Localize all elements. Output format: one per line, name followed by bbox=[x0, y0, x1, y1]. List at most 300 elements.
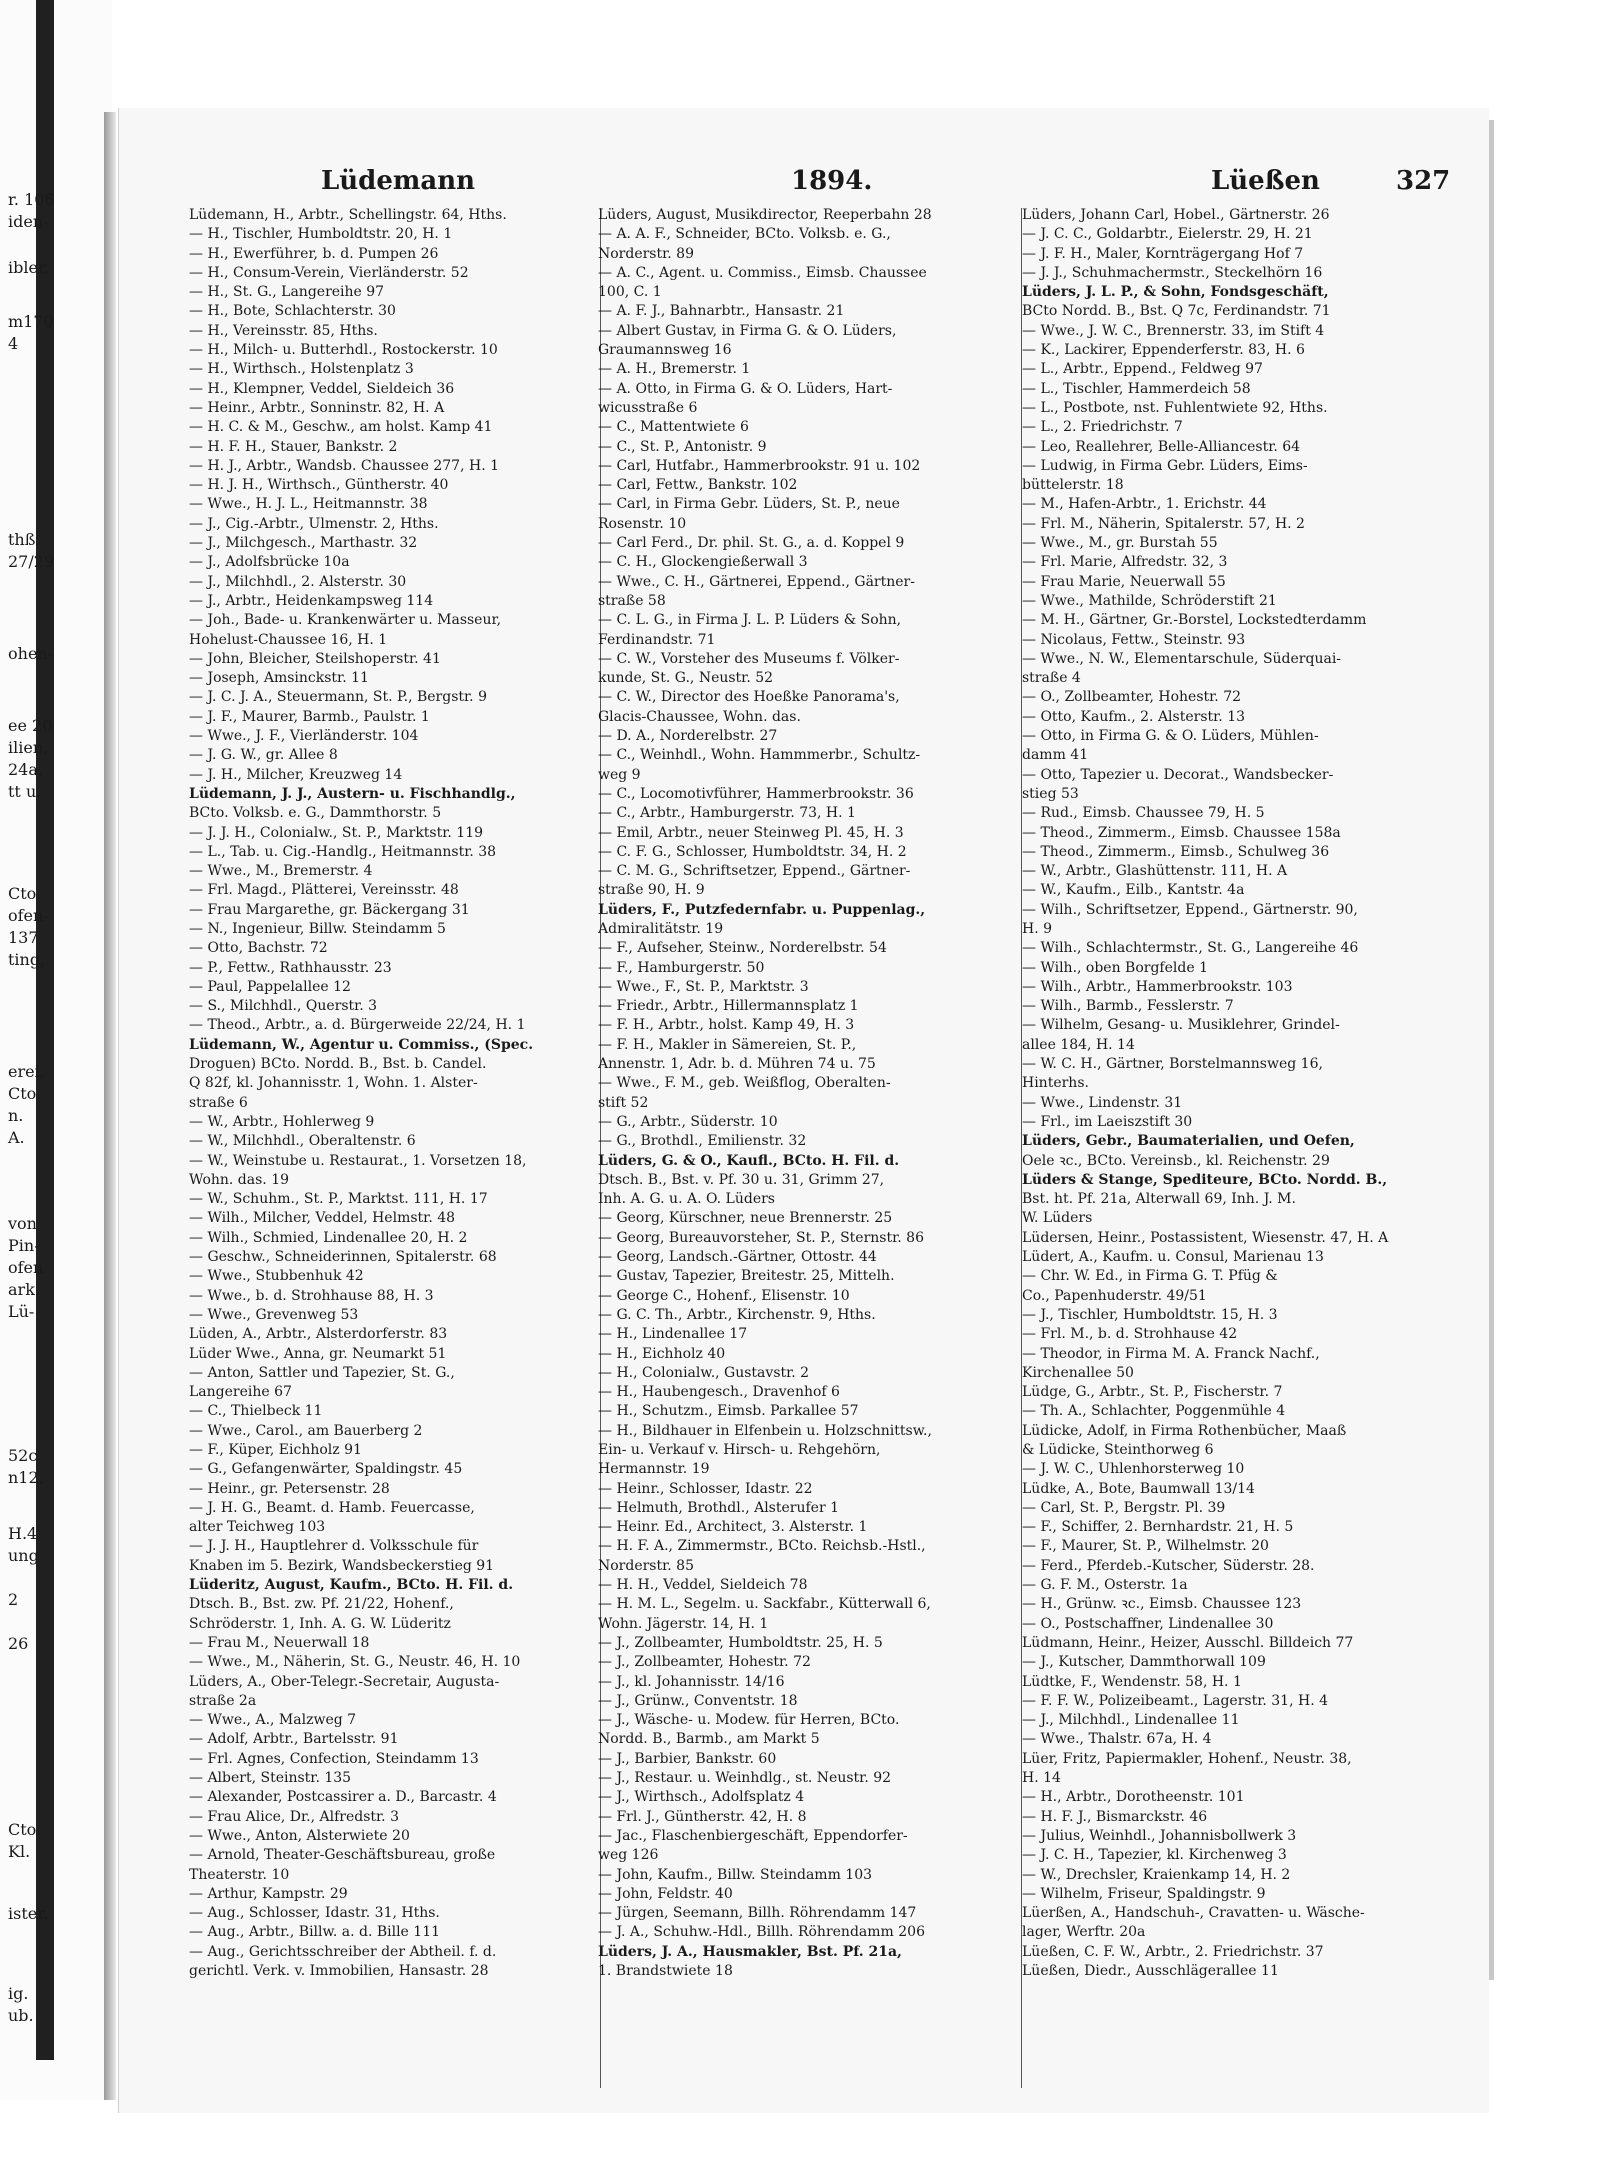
directory-entry: H. 14 bbox=[1022, 1770, 1061, 1787]
margin-fragment: n. bbox=[8, 1106, 24, 1125]
directory-entry: Lüdemann, H., Arbtr., Schellingstr. 64, Hths. bbox=[189, 207, 507, 223]
directory-entry: — Wilh., Arbtr., Hammerbrookstr. 103 bbox=[1022, 978, 1293, 995]
directory-entry: — J. C. H., Tapezier, kl. Kirchenweg 3 bbox=[1022, 1847, 1287, 1864]
directory-entry: büttelerstr. 18 bbox=[1022, 477, 1124, 494]
directory-entry: alter Teichweg 103 bbox=[189, 1519, 326, 1536]
margin-fragment: H.4 bbox=[8, 1524, 38, 1543]
directory-entry: — Wwe., Mathilde, Schröderstift 21 bbox=[1022, 592, 1277, 609]
directory-entry: Hohelust-Chaussee 16, H. 1 bbox=[189, 631, 388, 648]
directory-entry: Schröderstr. 1, Inh. A. G. W. Lüderitz bbox=[189, 1615, 451, 1632]
directory-entry: — Jürgen, Seemann, Billh. Röhrendamm 147 bbox=[598, 1905, 917, 1922]
directory-entry: — Jac., Flaschenbiergeschäft, Eppendorfer- bbox=[598, 1827, 908, 1844]
directory-entry: — Wwe., H. J. L., Heitmannstr. 38 bbox=[189, 496, 428, 513]
directory-entry: — J., Restaur. u. Weinhdlg., st. Neustr. 92 bbox=[598, 1770, 892, 1787]
directory-entry: — W., Kaufm., Eilb., Kantstr. 4a bbox=[1022, 882, 1245, 899]
directory-entry: — C., St. P., Antonistr. 9 bbox=[598, 438, 767, 455]
directory-entry: — L., Tab. u. Cig.-Handlg., Heitmannstr. 38 bbox=[189, 843, 497, 860]
directory-entry: — Joseph, Amsinckstr. 11 bbox=[189, 670, 369, 687]
directory-entry: — Wwe., F., St. P., Marktstr. 3 bbox=[598, 978, 809, 995]
directory-entry: — F., Schiffer, 2. Bernhardstr. 21, H. 5 bbox=[1022, 1519, 1294, 1536]
directory-entry: — J., Cig.-Arbtr., Ulmenstr. 2, Hths. bbox=[189, 515, 439, 532]
directory-entry: — Theod., Arbtr., a. d. Bürgerweide 22/24, H. 1 bbox=[189, 1017, 526, 1034]
margin-fragment: ting, bbox=[8, 950, 46, 969]
directory-entry: — Otto, Kaufm., 2. Alsterstr. 13 bbox=[1022, 708, 1246, 725]
margin-fragment: tt u. bbox=[8, 782, 42, 801]
directory-entry: Norderstr. 85 bbox=[598, 1557, 694, 1574]
directory-entry: — P., Fettw., Rathhausstr. 23 bbox=[189, 959, 392, 976]
page-number: 327 bbox=[1396, 166, 1451, 196]
directory-entry: — Frl. Agnes, Confection, Steindamm 13 bbox=[189, 1750, 479, 1767]
directory-entry: Rosenstr. 10 bbox=[598, 515, 687, 532]
directory-entry: — A. H., Bremerstr. 1 bbox=[598, 361, 751, 378]
directory-entry: — H., Vereinsstr. 85, Hths. bbox=[189, 322, 378, 339]
directory-entry: — F., Küper, Eichholz 91 bbox=[189, 1442, 362, 1458]
directory-entry: — Heinr., Arbtr., Sonninstr. 82, H. A bbox=[189, 399, 445, 416]
directory-entry: Lüder Wwe., Anna, gr. Neumarkt 51 bbox=[189, 1345, 447, 1362]
directory-entry: — J., Grünw., Conventstr. 18 bbox=[598, 1692, 798, 1709]
directory-entry: — J., Kutscher, Dammthorwall 109 bbox=[1022, 1654, 1266, 1671]
margin-fragment: ohen- bbox=[8, 644, 54, 663]
directory-entry: — J. W. C., Uhlenhorsterweg 10 bbox=[1022, 1461, 1245, 1478]
directory-entry: Droguen) BCto. Nordd. B., Bst. b. Candel. bbox=[189, 1056, 487, 1073]
directory-entry: — W., Arbtr., Hohlerweg 9 bbox=[189, 1113, 375, 1130]
directory-entry: — J. A., Schuhw.-Hdl., Billh. Röhrendamm 206 bbox=[598, 1924, 925, 1941]
directory-entry: Lüdemann, W., Agentur u. Commiss., (Spec. bbox=[189, 1036, 534, 1053]
directory-entry: — Geschw., Schneiderinnen, Spitalerstr. 68 bbox=[189, 1249, 497, 1266]
directory-entry: — H. J., Arbtr., Wandsb. Chaussee 277, H. 1 bbox=[189, 457, 499, 474]
directory-entry: Lüders, J. A., Hausmakler, Bst. Pf. 21a, bbox=[598, 1943, 902, 1960]
directory-entry: — Carl Ferd., Dr. phil. St. G., a. d. Koppel 9 bbox=[598, 535, 905, 552]
directory-entry: Dtsch. B., Bst. v. Pf. 30 u. 31, Grimm 27, bbox=[598, 1171, 885, 1188]
directory-entry: — F. H., Makler in Sämereien, St. P., bbox=[598, 1036, 857, 1053]
directory-entry: BCto Nordd. B., Bst. Q 7c, Ferdinandstr. 71 bbox=[1022, 303, 1331, 320]
directory-entry: — H. F. J., Bismarckstr. 46 bbox=[1022, 1808, 1208, 1825]
directory-entry: gerichtl. Verk. v. Immobilien, Hansastr. 28 bbox=[189, 1963, 489, 1980]
directory-entry: Graumannsweg 16 bbox=[598, 342, 732, 359]
directory-entry: — Aug., Arbtr., Billw. a. d. Bille 111 bbox=[189, 1924, 441, 1941]
directory-entry: Lüdmann, Heinr., Heizer, Ausschl. Billdeich 77 bbox=[1022, 1634, 1354, 1651]
directory-entry: — F. H., Arbtr., holst. Kamp 49, H. 3 bbox=[598, 1017, 855, 1034]
directory-entry: Lüders, F., Putzfedernfabr. u. Puppenlag., bbox=[598, 901, 926, 918]
directory-entry: — Wilh., Barmb., Fesslerstr. 7 bbox=[1022, 998, 1234, 1015]
header-left-keyword: Lüdemann bbox=[321, 166, 476, 196]
directory-entry: — L., Postbote, nst. Fuhlentwiete 92, Hths. bbox=[1022, 399, 1328, 416]
directory-entry: — W. C. H., Gärtner, Borstelmannsweg 16, bbox=[1022, 1056, 1323, 1073]
directory-entry: — Albert Gustav, in Firma G. & O. Lüders, bbox=[598, 322, 897, 339]
header-right-keyword: Lüeßen bbox=[1211, 166, 1320, 196]
directory-entry: 1. Brandstwiete 18 bbox=[598, 1963, 733, 1980]
directory-entry: Lüdemann, J. J., Austern- u. Fischhandlg., bbox=[189, 785, 516, 802]
directory-entry: — Wwe., Thalstr. 67a, H. 4 bbox=[1022, 1731, 1212, 1748]
directory-entry: — Wwe., Stubbenhuk 42 bbox=[189, 1268, 364, 1285]
directory-entry: — J. J., Schuhmachermstr., Steckelhörn 16 bbox=[1022, 264, 1323, 281]
directory-entry: — Georg, Landsch.-Gärtner, Ottostr. 44 bbox=[598, 1249, 877, 1266]
directory-entry: — Wwe., C. H., Gärtnerei, Eppend., Gärtner- bbox=[598, 573, 915, 590]
margin-fragment: m170 bbox=[8, 312, 54, 331]
directory-entry: — Carl, in Firma Gebr. Lüders, St. P., neue bbox=[598, 496, 900, 513]
directory-entry: — H., Tischler, Humboldtstr. 20, H. 1 bbox=[189, 226, 453, 243]
directory-entry: Hinterhs. bbox=[1022, 1075, 1089, 1092]
directory-entry: Lüden, A., Arbtr., Alsterdorferstr. 83 bbox=[189, 1326, 448, 1343]
directory-entry: BCto. Volksb. e. G., Dammthorstr. 5 bbox=[189, 805, 442, 822]
directory-entry: — Frl. Marie, Alfredstr. 32, 3 bbox=[1022, 554, 1228, 571]
directory-entry: — J. J. H., Colonialw., St. P., Marktstr. 119 bbox=[189, 824, 484, 841]
directory-entry: — John, Kaufm., Billw. Steindamm 103 bbox=[598, 1866, 873, 1883]
margin-fragment: von bbox=[8, 1214, 37, 1233]
directory-entry: — C. L. G., in Firma J. L. P. Lüders & Sohn, bbox=[598, 612, 902, 629]
directory-entry: — M., Hafen-Arbtr., 1. Erichstr. 44 bbox=[1022, 496, 1267, 513]
margin-fragment: Cto. bbox=[8, 884, 42, 903]
directory-entry: — J. H. G., Beamt. d. Hamb. Feuercasse, bbox=[189, 1499, 475, 1516]
directory-entry: — Wilhelm, Gesang- u. Musiklehrer, Grindel- bbox=[1022, 1017, 1340, 1034]
directory-entry: — Heinr. Ed., Architect, 3. Alsterstr. 1 bbox=[598, 1519, 868, 1536]
directory-entry: — J., Wirthsch., Adolfsplatz 4 bbox=[598, 1789, 805, 1806]
directory-entry: Knaben im 5. Bezirk, Wandsbeckerstieg 91 bbox=[189, 1557, 495, 1574]
directory-entry: Q 82f, kl. Johannisstr. 1, Wohn. 1. Alster- bbox=[189, 1075, 478, 1092]
directory-entry: W. Lüders bbox=[1022, 1210, 1093, 1227]
margin-fragment: 4 bbox=[8, 334, 19, 353]
directory-entry: — S., Milchhdl., Querstr. 3 bbox=[189, 998, 378, 1015]
directory-entry: — Gustav, Tapezier, Breitestr. 25, Mittelh. bbox=[598, 1268, 895, 1285]
directory-entry: — Frau Alice, Dr., Alfredstr. 3 bbox=[189, 1808, 399, 1825]
directory-entry: Lüer, Fritz, Papiermakler, Hohenf., Neustr. 38, bbox=[1022, 1750, 1352, 1767]
directory-entry: Lüders, Johann Carl, Hobel., Gärtnerstr. 26 bbox=[1022, 207, 1330, 223]
directory-entry: weg 9 bbox=[598, 766, 641, 783]
margin-fragment: 137 bbox=[8, 928, 39, 947]
directory-entry: Glacis-Chaussee, Wohn. das. bbox=[598, 708, 801, 725]
directory-entry: — Friedr., Arbtr., Hillermannsplatz 1 bbox=[598, 998, 859, 1015]
directory-entry: — Theodor, in Firma M. A. Franck Nachf., bbox=[1022, 1345, 1320, 1362]
directory-entry: — J. C. J. A., Steuermann, St. P., Bergstr. 9 bbox=[189, 689, 487, 706]
directory-entry: — J. C. C., Goldarbtr., Eielerstr. 29, H. 21 bbox=[1022, 226, 1313, 243]
margin-fragment: ee 20 bbox=[8, 716, 53, 735]
margin-fragment: iden- bbox=[8, 212, 49, 231]
book-spine bbox=[36, 0, 54, 2060]
directory-entry: — Georg, Bureauvorsteher, St. P., Sternstr. 86 bbox=[598, 1229, 924, 1246]
directory-entry: — Theod., Zimmerm., Eimsb. Chaussee 158a bbox=[1022, 824, 1341, 841]
directory-entry: — J., Milchhdl., Lindenallee 11 bbox=[1022, 1712, 1240, 1729]
directory-entry: — H., Colonialw., Gustavstr. 2 bbox=[598, 1364, 810, 1381]
directory-entry: — Wwe., Anton, Alsterwiete 20 bbox=[189, 1827, 410, 1844]
directory-entry: — C. M. G., Schriftsetzer, Eppend., Gärtner- bbox=[598, 863, 911, 880]
directory-entry: damm 41 bbox=[1022, 747, 1089, 764]
directory-entry: — J. H., Milcher, Kreuzweg 14 bbox=[189, 766, 403, 783]
directory-entry: allee 184, H. 14 bbox=[1022, 1036, 1135, 1053]
directory-entry: Ferdinandstr. 71 bbox=[598, 631, 716, 648]
directory-entry: — Wilhelm, Friseur, Spaldingstr. 9 bbox=[1022, 1885, 1266, 1902]
directory-entry: Theaterstr. 10 bbox=[189, 1866, 290, 1883]
margin-fragment: ofen bbox=[8, 1258, 44, 1277]
directory-entry: — Wilh., Schmied, Lindenallee 20, H. 2 bbox=[189, 1229, 468, 1246]
directory-entry: — G. F. M., Osterstr. 1a bbox=[1022, 1577, 1188, 1594]
directory-entry: Kirchenallee 50 bbox=[1022, 1364, 1134, 1381]
directory-entry: Lüerßen, A., Handschuh-, Cravatten- u. Wäsche- bbox=[1022, 1905, 1365, 1922]
margin-fragment: Kl. bbox=[8, 1842, 31, 1861]
directory-entry: lager, Werftr. 20a bbox=[1022, 1924, 1146, 1941]
directory-entry: — W., Arbtr., Glashüttenstr. 111, H. A bbox=[1022, 863, 1288, 880]
directory-entry: — J., Milchgesch., Marthastr. 32 bbox=[189, 535, 418, 552]
directory-entry: — Chr. W. Ed., in Firma G. T. Pfüg & bbox=[1022, 1268, 1278, 1285]
directory-entry: — Ludwig, in Firma Gebr. Lüders, Eims- bbox=[1022, 457, 1308, 474]
directory-entry: — J., Milchhdl., 2. Alsterstr. 30 bbox=[189, 573, 407, 590]
directory-entry: — John, Feldstr. 40 bbox=[598, 1885, 733, 1902]
directory-entry: — F. F. W., Polizeibeamt., Lagerstr. 31, H. 4 bbox=[1022, 1692, 1329, 1709]
directory-entry: Lüeßen, C. F. W., Arbtr., 2. Friedrichstr. 37 bbox=[1022, 1943, 1324, 1960]
directory-entry: — Theod., Zimmerm., Eimsb., Schulweg 36 bbox=[1022, 843, 1330, 860]
margin-fragment: erei, bbox=[8, 1062, 45, 1081]
directory-entry: straße 2a bbox=[189, 1692, 257, 1709]
directory-entry: — Wwe., Grevenweg 53 bbox=[189, 1306, 359, 1323]
directory-entry: Oele ꝛc., BCto. Vereinsb., kl. Reichenstr. 29 bbox=[1022, 1152, 1330, 1169]
directory-entry: — N., Ingenieur, Billw. Steindamm 5 bbox=[189, 920, 446, 937]
directory-entry: — G. C. Th., Arbtr., Kirchenstr. 9, Hths. bbox=[598, 1306, 876, 1323]
directory-entry: — Th. A., Schlachter, Poggenmühle 4 bbox=[1022, 1403, 1286, 1420]
directory-entry: Wohn. Jägerstr. 14, H. 1 bbox=[598, 1615, 769, 1632]
directory-entry: — H., Bote, Schlachterstr. 30 bbox=[189, 303, 396, 320]
directory-entry: straße 4 bbox=[1022, 670, 1081, 687]
directory-entry: — Carl, Hutfabr., Hammerbrookstr. 91 u. 102 bbox=[598, 457, 921, 474]
directory-entry: Ein- u. Verkauf v. Hirsch- u. Rehgehörn, bbox=[598, 1442, 881, 1458]
directory-entry: — H. F. H., Stauer, Bankstr. 2 bbox=[189, 438, 398, 455]
directory-entry: — J., Wäsche- u. Modew. für Herren, BCto. bbox=[598, 1712, 900, 1729]
directory-entry: — C., Mattentwiete 6 bbox=[598, 419, 749, 436]
margin-fragment: Cto. bbox=[8, 1084, 42, 1103]
directory-entry: — H., Milch- u. Butterhdl., Rostockerstr. 10 bbox=[189, 342, 498, 359]
directory-entry: — Leo, Reallehrer, Belle-Alliancestr. 64 bbox=[1022, 438, 1301, 455]
directory-entry: — W., Schuhm., St. P., Marktst. 111, H. 17 bbox=[189, 1191, 488, 1208]
margin-fragment: 52c bbox=[8, 1446, 38, 1465]
page-header bbox=[171, 166, 1461, 202]
margin-fragment: 2 bbox=[8, 1590, 19, 1609]
directory-entry: — H., Grünw. ꝛc., Eimsb. Chaussee 123 bbox=[1022, 1596, 1302, 1613]
directory-page bbox=[118, 108, 1489, 2113]
directory-entry: Annenstr. 1, Adr. b. d. Mühren 74 u. 75 bbox=[598, 1056, 876, 1073]
directory-entry: — A. Otto, in Firma G. & O. Lüders, Hart- bbox=[598, 380, 893, 397]
directory-entry: — J. F., Maurer, Barmb., Paulstr. 1 bbox=[189, 708, 430, 725]
directory-entry: Lüders & Stange, Spediteure, BCto. Nordd. B., bbox=[1022, 1171, 1388, 1188]
directory-entry: — Aug., Schlosser, Idastr. 31, Hths. bbox=[189, 1905, 440, 1922]
directory-entry: — Rud., Eimsb. Chaussee 79, H. 5 bbox=[1022, 805, 1265, 822]
directory-entry: Bst. ht. Pf. 21a, Alterwall 69, Inh. J. M. bbox=[1022, 1191, 1296, 1208]
directory-entry: — Frl., im Laeiszstift 30 bbox=[1022, 1113, 1193, 1130]
directory-entry: Lüdert, A., Kaufm. u. Consul, Marienau 13 bbox=[1022, 1249, 1324, 1266]
directory-entry: — Nicolaus, Fettw., Steinstr. 93 bbox=[1022, 631, 1246, 648]
directory-entry: Co., Papenhuderstr. 49/51 bbox=[1022, 1287, 1207, 1304]
directory-entry: — J. J. H., Hauptlehrer d. Volksschule für bbox=[189, 1538, 479, 1555]
directory-entry: Lüdersen, Heinr., Postassistent, Wiesenstr. 47, H. A bbox=[1022, 1229, 1389, 1246]
directory-entry: — Wwe., N. W., Elementarschule, Süderquai- bbox=[1022, 650, 1342, 667]
directory-entry: H. 9 bbox=[1022, 920, 1053, 937]
directory-entry: — Wwe., J. F., Vierländerstr. 104 bbox=[189, 728, 419, 745]
directory-entry: Wohn. das. 19 bbox=[189, 1171, 290, 1188]
directory-entry: — Joh., Bade- u. Krankenwärter u. Masseur, bbox=[189, 612, 502, 629]
directory-entry: — Wwe., A., Malzweg 7 bbox=[189, 1712, 357, 1729]
margin-fragment: Cto. bbox=[8, 1820, 42, 1839]
directory-entry: 100, C. 1 bbox=[598, 284, 662, 301]
directory-entry: — Wwe., b. d. Strohhause 88, H. 3 bbox=[189, 1287, 434, 1304]
directory-entry: — O., Zollbeamter, Hohestr. 72 bbox=[1022, 689, 1242, 706]
directory-entry: — H., Consum-Verein, Vierländerstr. 52 bbox=[189, 264, 469, 281]
directory-entry: — A. F. J., Bahnarbtr., Hansastr. 21 bbox=[598, 303, 845, 320]
directory-entry: — Carl, St. P., Bergstr. Pl. 39 bbox=[1022, 1499, 1226, 1516]
directory-entry: — G., Brothdl., Emilienstr. 32 bbox=[598, 1133, 807, 1150]
margin-fragment: ark bbox=[8, 1280, 35, 1299]
directory-entry: — L., 2. Friedrichstr. 7 bbox=[1022, 419, 1183, 436]
directory-entry: — H., Bildhauer in Elfenbein u. Holzschnittsw., bbox=[598, 1422, 932, 1439]
directory-entry: — H., Lindenallee 17 bbox=[598, 1326, 748, 1343]
directory-entry: — G., Arbtr., Süderstr. 10 bbox=[598, 1113, 778, 1130]
book-gutter bbox=[104, 112, 116, 2100]
directory-entry: Lüdicke, Adolf, in Firma Rothenbücher, Maaß bbox=[1022, 1422, 1347, 1439]
directory-entry: — Aug., Gerichtsschreiber der Abtheil. f. d. bbox=[189, 1943, 497, 1960]
directory-entry: — H. M. L., Segelm. u. Sackfabr., Kütterwall 6, bbox=[598, 1596, 931, 1613]
directory-entry: — John, Bleicher, Steilshoperstr. 41 bbox=[189, 650, 441, 667]
directory-entry: — C. H., Glockengießerwall 3 bbox=[598, 554, 808, 571]
directory-entry: — Wilh., oben Borgfelde 1 bbox=[1022, 959, 1208, 976]
directory-entry: — H., Schutzm., Eimsb. Parkallee 57 bbox=[598, 1403, 859, 1420]
margin-fragment: 26 bbox=[8, 1634, 29, 1653]
directory-entry: — Otto, Bachstr. 72 bbox=[189, 940, 328, 957]
margin-fragment: thß. bbox=[8, 530, 41, 549]
margin-fragment: ilien, bbox=[8, 738, 49, 757]
directory-entry: Nordd. B., Barmb., am Markt 5 bbox=[598, 1731, 820, 1748]
directory-entry: — H., Arbtr., Dorotheenstr. 101 bbox=[1022, 1789, 1245, 1806]
directory-entry: — H., Wirthsch., Holstenplatz 3 bbox=[189, 361, 414, 378]
directory-entry: — J., Barbier, Bankstr. 60 bbox=[598, 1750, 777, 1767]
directory-entry: — Wwe., Lindenstr. 31 bbox=[1022, 1094, 1183, 1111]
column-2 bbox=[598, 206, 1016, 2086]
directory-entry: wicusstraße 6 bbox=[598, 399, 698, 416]
directory-entry: Admiralitätstr. 19 bbox=[598, 920, 724, 937]
directory-entry: — Carl, Fettw., Bankstr. 102 bbox=[598, 477, 798, 494]
directory-entry: Langereihe 67 bbox=[189, 1384, 292, 1401]
directory-entry: — W., Milchhdl., Oberaltenstr. 6 bbox=[189, 1133, 416, 1150]
directory-entry: kunde, St. G., Neustr. 52 bbox=[598, 670, 774, 687]
directory-entry: — H., St. G., Langereihe 97 bbox=[189, 284, 385, 301]
directory-entry: — Heinr., Schlosser, Idastr. 22 bbox=[598, 1480, 813, 1497]
directory-entry: — M. H., Gärtner, Gr.-Borstel, Lockstedterdamm bbox=[1022, 612, 1367, 629]
directory-entry: — Arnold, Theater-Geschäftsbureau, große bbox=[189, 1847, 496, 1864]
directory-entry: — J., Adolfsbrücke 10a bbox=[189, 554, 350, 571]
directory-entry: — H., Eichholz 40 bbox=[598, 1345, 726, 1362]
margin-fragment: Pin- bbox=[8, 1236, 40, 1255]
directory-entry: — Heinr., gr. Petersenstr. 28 bbox=[189, 1480, 390, 1497]
directory-entry: — F., Hamburgerstr. 50 bbox=[598, 959, 765, 976]
directory-entry: — George C., Hohenf., Elisenstr. 10 bbox=[598, 1287, 850, 1304]
margin-fragment: ub. bbox=[8, 2006, 34, 2025]
header-year: 1894. bbox=[791, 166, 873, 196]
directory-entry: — A. A. F., Schneider, BCto. Volksb. e. G., bbox=[598, 226, 891, 243]
margin-fragment: ibler, bbox=[8, 258, 49, 277]
directory-entry: — Otto, Tapezier u. Decorat., Wandsbecker- bbox=[1022, 766, 1334, 783]
directory-entry: — Wilh., Schlachtermstr., St. G., Langereihe 46 bbox=[1022, 940, 1359, 957]
directory-entry: — Wilh., Schriftsetzer, Eppend., Gärtnerstr. 90, bbox=[1022, 901, 1358, 918]
previous-page-edge bbox=[0, 0, 112, 2100]
directory-entry: — J., Tischler, Humboldtstr. 15, H. 3 bbox=[1022, 1306, 1278, 1323]
margin-fragment: 27/29 bbox=[8, 552, 55, 571]
directory-entry: Lüdke, A., Bote, Baumwall 13/14 bbox=[1022, 1480, 1255, 1497]
directory-entry: — Wilh., Milcher, Veddel, Helmstr. 48 bbox=[189, 1210, 456, 1227]
directory-entry: Lüeßen, Diedr., Ausschlägerallee 11 bbox=[1022, 1963, 1279, 1980]
directory-entry: — Emil, Arbtr., neuer Steinweg Pl. 45, H. 3 bbox=[598, 824, 904, 841]
margin-fragment: 24a, bbox=[8, 760, 43, 779]
directory-entry: — D. A., Norderelbstr. 27 bbox=[598, 728, 778, 745]
directory-entry: — Frau Margarethe, gr. Bäckergang 31 bbox=[189, 901, 470, 918]
margin-fragment: ig. bbox=[8, 1984, 29, 2003]
directory-entry: — C., Locomotivführer, Hammerbrookstr. 36 bbox=[598, 785, 914, 802]
directory-entry: — Anton, Sattler und Tapezier, St. G., bbox=[189, 1364, 455, 1381]
directory-entry: weg 126 bbox=[598, 1847, 659, 1864]
directory-entry: — J., kl. Johannisstr. 14/16 bbox=[598, 1673, 785, 1690]
directory-entry: Inh. A. G. u. A. O. Lüders bbox=[598, 1191, 775, 1208]
margin-fragment: ister. bbox=[8, 1904, 49, 1923]
margin-fragment: ofen- bbox=[8, 906, 49, 925]
directory-entry: — Frl. Magd., Plätterei, Vereinsstr. 48 bbox=[189, 882, 459, 899]
directory-entry: — Wwe., M., Bremerstr. 4 bbox=[189, 863, 373, 880]
margin-fragment: Lü- bbox=[8, 1302, 35, 1321]
directory-entry: — Julius, Weinhdl., Johannisbollwerk 3 bbox=[1022, 1827, 1297, 1844]
directory-entry: Lüders, Gebr., Baumaterialien, und Oefen, bbox=[1022, 1133, 1355, 1150]
directory-entry: — C. F. G., Schlosser, Humboldtstr. 34, H. 2 bbox=[598, 843, 907, 860]
directory-entry: — L., Tischler, Hammerdeich 58 bbox=[1022, 380, 1251, 397]
directory-entry: Dtsch. B., Bst. zw. Pf. 21/22, Hohenf., bbox=[189, 1596, 454, 1613]
directory-entry: Lüdtke, F., Wendenstr. 58, H. 1 bbox=[1022, 1673, 1242, 1690]
directory-entry: straße 58 bbox=[598, 592, 666, 609]
directory-entry: — Georg, Kürschner, neue Brennerstr. 25 bbox=[598, 1210, 893, 1227]
directory-entry: — H. C. & M., Geschw., am holst. Kamp 41 bbox=[189, 419, 493, 436]
directory-entry: Lüders, G. & O., Kaufl., BCto. H. Fil. d. bbox=[598, 1152, 900, 1169]
directory-entry: — Wwe., F. M., geb. Weißflog, Oberalten- bbox=[598, 1075, 891, 1092]
directory-entry: — H. J. H., Wirthsch., Güntherstr. 40 bbox=[189, 477, 449, 494]
directory-entry: — H. H., Veddel, Sieldeich 78 bbox=[598, 1577, 808, 1594]
directory-entry: — Ferd., Pferdeb.-Kutscher, Süderstr. 28. bbox=[1022, 1557, 1315, 1574]
directory-entry: — H., Ewerführer, b. d. Pumpen 26 bbox=[189, 245, 439, 262]
directory-entry: — C. W., Vorsteher des Museums f. Völker- bbox=[598, 650, 900, 667]
directory-entry: — Frl. M., Näherin, Spitalerstr. 57, H. 2 bbox=[1022, 515, 1305, 532]
margin-fragment: A. bbox=[8, 1128, 25, 1147]
directory-entry: Lüderitz, August, Kaufm., BCto. H. Fil. d. bbox=[189, 1577, 514, 1594]
directory-entry: straße 90, H. 9 bbox=[598, 882, 705, 899]
directory-entry: — Wwe., M., Näherin, St. G., Neustr. 46, H. 10 bbox=[189, 1654, 521, 1671]
directory-entry: — Albert, Steinstr. 135 bbox=[189, 1770, 352, 1787]
directory-entry: — Frau Marie, Neuerwall 55 bbox=[1022, 573, 1226, 590]
directory-entry: — J., Arbtr., Heidenkampsweg 114 bbox=[189, 592, 434, 609]
directory-entry: Lüdge, G., Arbtr., St. P., Fischerstr. 7 bbox=[1022, 1384, 1283, 1401]
directory-entry: — Frl. M., b. d. Strohhause 42 bbox=[1022, 1326, 1238, 1343]
directory-entry: — G., Gefangenwärter, Spaldingstr. 45 bbox=[189, 1461, 463, 1478]
column-3 bbox=[1022, 206, 1440, 2086]
directory-entry: & Lüdicke, Steinthorweg 6 bbox=[1022, 1442, 1214, 1458]
directory-entry: — C. W., Director des Hoeßke Panorama's, bbox=[598, 689, 900, 706]
margin-fragment: r. 106 bbox=[8, 190, 55, 209]
directory-entry: — H., Klempner, Veddel, Sieldeich 36 bbox=[189, 380, 455, 397]
directory-entry: — J., Zollbeamter, Humboldtstr. 25, H. 5 bbox=[598, 1634, 883, 1651]
directory-entry: — A. C., Agent. u. Commiss., Eimsb. Chaussee bbox=[598, 264, 927, 281]
directory-entry: — F., Maurer, St. P., Wilhelmstr. 20 bbox=[1022, 1538, 1269, 1555]
directory-entry: stieg 53 bbox=[1022, 785, 1079, 802]
directory-entry: — Alexander, Postcassirer a. D., Barcastr. 4 bbox=[189, 1789, 497, 1806]
margin-fragment: n12, bbox=[8, 1468, 44, 1487]
directory-entry: Lüders, A., Ober-Telegr.-Secretair, Augusta- bbox=[189, 1673, 500, 1690]
directory-entry: straße 6 bbox=[189, 1094, 248, 1111]
directory-entry: Lüders, August, Musikdirector, Reeperbahn 28 bbox=[598, 207, 932, 223]
directory-entry: — C., Arbtr., Hamburgerstr. 73, H. 1 bbox=[598, 805, 856, 822]
directory-entry: — H., Haubengesch., Dravenhof 6 bbox=[598, 1384, 840, 1401]
directory-entry: — Paul, Pappelallee 12 bbox=[189, 978, 351, 995]
margin-fragment: ung bbox=[8, 1546, 39, 1565]
column-1 bbox=[189, 206, 607, 2086]
directory-entry: — J., Zollbeamter, Hohestr. 72 bbox=[598, 1654, 811, 1671]
